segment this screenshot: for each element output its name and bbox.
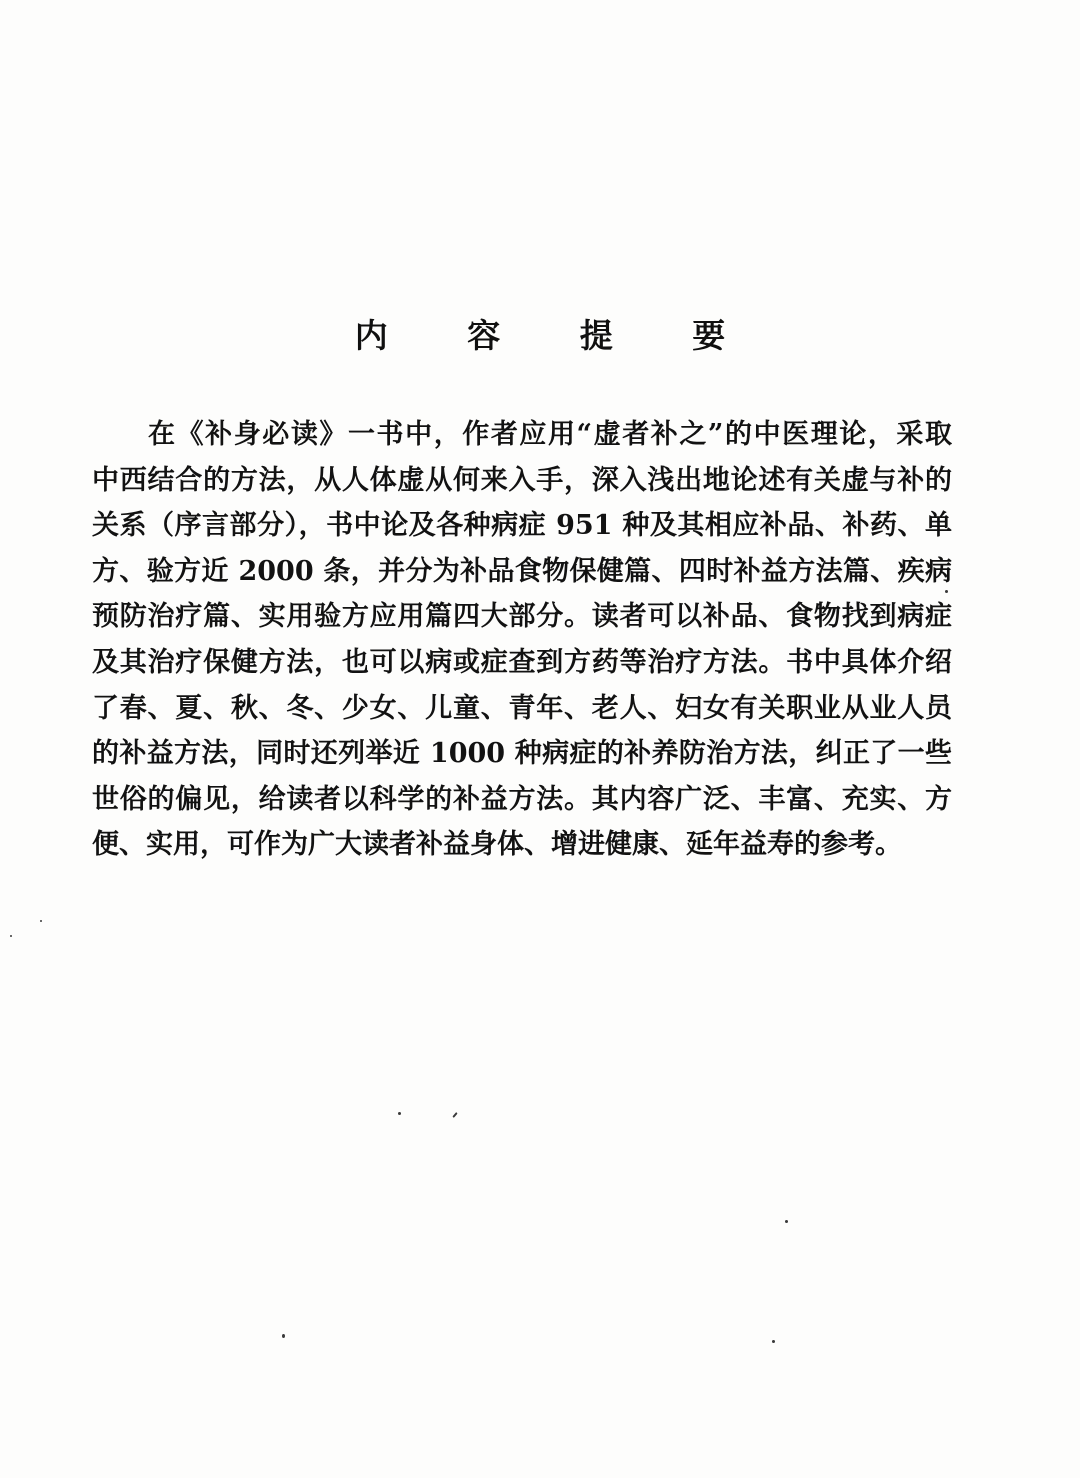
scan-speck xyxy=(945,590,948,593)
scan-speck xyxy=(772,1340,775,1343)
paragraph-line: 关系（序言部分），书中论及各种病症 951 种及其相应补品、补药、单 xyxy=(92,510,952,542)
scan-speck xyxy=(10,935,12,937)
scan-speck xyxy=(40,920,42,922)
scan-speck xyxy=(785,1220,788,1223)
scan-speck xyxy=(452,1112,457,1118)
summary-paragraph xyxy=(92,412,952,868)
paragraph-line: 预防治疗篇、实用验方应用篇四大部分。读者可以补品、食物找到病症 xyxy=(92,601,952,633)
paragraph-line: 了春、夏、秋、冬、少女、儿童、青年、老人、妇女有关职业从业人员 xyxy=(92,692,952,724)
paragraph-line: 在《补身必读》一书中，作者应用“虚者补之”的中医理论，采取 xyxy=(148,419,952,450)
scan-speck xyxy=(398,1112,401,1115)
paragraph-line: 的补益方法，同时还列举近 1000 种病症的补养防治方法，纠正了一些 xyxy=(92,738,952,770)
paragraph-line: 中西结合的方法，从人体虚从何来入手，深入浅出地论述有关虚与补的 xyxy=(92,464,952,496)
page-title: 内 容 提 要 xyxy=(354,316,760,355)
paragraph-line: 及其治疗保健方法，也可以病或症查到方药等治疗方法。书中具体介绍 xyxy=(92,646,952,678)
paragraph-line: 世俗的偏见，给读者以科学的补益方法。其内容广泛、丰富、充实、方 xyxy=(92,783,952,815)
paragraph-line: 方、验方近 2000 条，并分为补品食物保健篇、四时补益方法篇、疾病 xyxy=(92,555,952,587)
scan-speck xyxy=(282,1334,285,1338)
paragraph-line: 便、实用，可作为广大读者补益身体、增进健康、延年益寿的参考。 xyxy=(92,829,902,861)
